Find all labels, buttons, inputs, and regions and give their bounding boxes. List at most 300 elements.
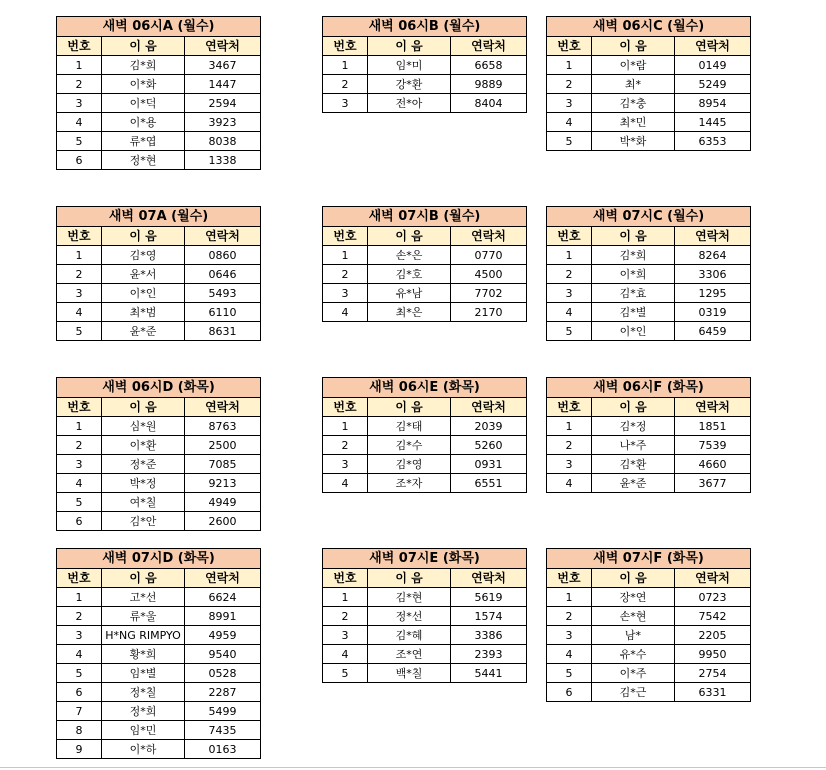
row-number: 7 [57, 702, 102, 721]
class-title: 새벽 07A (월수) [57, 207, 261, 227]
table-row [323, 265, 527, 284]
header-number: 번호 [57, 37, 102, 56]
member-contact: 3923 [185, 113, 261, 132]
member-contact: 4660 [675, 455, 751, 474]
row-number: 4 [57, 303, 102, 322]
member-contact: 4500 [451, 265, 527, 284]
member-contact: 7539 [675, 436, 751, 455]
row-number: 3 [57, 455, 102, 474]
row-number: 2 [57, 607, 102, 626]
table-row [323, 75, 527, 94]
member-contact: 1445 [675, 113, 751, 132]
table-row [57, 284, 261, 303]
table-row [57, 322, 261, 341]
table-row [57, 94, 261, 113]
member-contact: 7702 [451, 284, 527, 303]
row-number: 3 [547, 94, 592, 113]
member-name: 이*인 [592, 322, 675, 341]
member-name: 김*혜 [368, 626, 451, 645]
roster-table [546, 377, 751, 493]
table-row [57, 607, 261, 626]
table-title-row [57, 549, 261, 569]
member-contact: 2393 [451, 645, 527, 664]
row-number: 6 [57, 151, 102, 170]
row-number: 3 [57, 626, 102, 645]
table-row [57, 588, 261, 607]
table-row [57, 702, 261, 721]
member-name: 이*주 [592, 664, 675, 683]
member-name: 유*수 [592, 645, 675, 664]
row-number: 4 [323, 474, 368, 493]
row-number: 2 [547, 75, 592, 94]
table-title-row [547, 17, 751, 37]
table-row [57, 417, 261, 436]
row-number: 4 [547, 303, 592, 322]
header-contact: 연락처 [675, 398, 751, 417]
member-name: 손*현 [592, 607, 675, 626]
row-number: 5 [57, 322, 102, 341]
row-number: 3 [547, 455, 592, 474]
table-row [57, 664, 261, 683]
table-title-row [323, 549, 527, 569]
class-title: 새벽 06시D (화목) [57, 378, 261, 398]
member-contact: 6331 [675, 683, 751, 702]
table-row [57, 740, 261, 759]
table-row [57, 436, 261, 455]
member-name: 심*원 [102, 417, 185, 436]
member-contact: 9540 [185, 645, 261, 664]
member-contact: 4949 [185, 493, 261, 512]
table-row [547, 417, 751, 436]
table-row [547, 322, 751, 341]
member-name: 류*울 [102, 607, 185, 626]
table-row [57, 645, 261, 664]
member-contact: 2039 [451, 417, 527, 436]
member-name: 김*환 [592, 455, 675, 474]
member-name: 윤*준 [592, 474, 675, 493]
header-name: 이 음 [368, 569, 451, 588]
member-name: 김*수 [368, 436, 451, 455]
table-header-row [547, 227, 751, 246]
member-contact: 1295 [675, 284, 751, 303]
row-number: 1 [57, 417, 102, 436]
member-contact: 1447 [185, 75, 261, 94]
row-number: 1 [323, 56, 368, 75]
row-number: 1 [547, 246, 592, 265]
member-contact: 4959 [185, 626, 261, 645]
table-row [57, 721, 261, 740]
member-contact: 5260 [451, 436, 527, 455]
row-number: 1 [323, 588, 368, 607]
member-contact: 2600 [185, 512, 261, 531]
table-row [547, 436, 751, 455]
member-contact: 0646 [185, 265, 261, 284]
class-title: 새벽 07시D (화목) [57, 549, 261, 569]
member-contact: 7542 [675, 607, 751, 626]
member-name: 김*현 [368, 588, 451, 607]
table-row [323, 56, 527, 75]
table-title-row [57, 17, 261, 37]
member-contact: 8991 [185, 607, 261, 626]
header-number: 번호 [547, 37, 592, 56]
table-header-row [57, 227, 261, 246]
member-name: 여*칠 [102, 493, 185, 512]
member-name: 고*선 [102, 588, 185, 607]
member-contact: 1851 [675, 417, 751, 436]
member-name: 김*영 [368, 455, 451, 474]
member-contact: 0149 [675, 56, 751, 75]
member-name: 남* [592, 626, 675, 645]
table-row [547, 132, 751, 151]
header-contact: 연락처 [185, 398, 261, 417]
table-row [57, 455, 261, 474]
header-contact: 연락처 [451, 227, 527, 246]
member-contact: 0319 [675, 303, 751, 322]
row-number: 2 [57, 265, 102, 284]
table-row [547, 303, 751, 322]
header-number: 번호 [323, 398, 368, 417]
row-number: 2 [323, 75, 368, 94]
table-header-row [323, 398, 527, 417]
member-name: 윤*서 [102, 265, 185, 284]
table-row [323, 455, 527, 474]
member-contact: 8264 [675, 246, 751, 265]
member-contact: 6353 [675, 132, 751, 151]
member-contact: 5441 [451, 664, 527, 683]
member-name: 김*호 [368, 265, 451, 284]
class-title: 새벽 07시F (화목) [547, 549, 751, 569]
table-row [57, 493, 261, 512]
header-name: 이 음 [102, 569, 185, 588]
row-number: 4 [57, 474, 102, 493]
table-header-row [547, 398, 751, 417]
row-number: 4 [547, 113, 592, 132]
member-name: 이*용 [102, 113, 185, 132]
member-name: 김*영 [102, 246, 185, 265]
header-contact: 연락처 [451, 398, 527, 417]
row-number: 6 [547, 683, 592, 702]
row-number: 2 [323, 265, 368, 284]
member-contact: 0770 [451, 246, 527, 265]
row-number: 8 [57, 721, 102, 740]
class-title: 새벽 06시A (월수) [57, 17, 261, 37]
member-name: 김*안 [102, 512, 185, 531]
table-row [323, 607, 527, 626]
header-number: 번호 [323, 37, 368, 56]
header-name: 이 음 [368, 227, 451, 246]
table-row [547, 588, 751, 607]
member-name: 정*선 [368, 607, 451, 626]
member-name: 김*희 [102, 56, 185, 75]
table-row [547, 664, 751, 683]
row-number: 2 [547, 436, 592, 455]
header-number: 번호 [323, 569, 368, 588]
table-row [57, 75, 261, 94]
member-name: 최* [592, 75, 675, 94]
class-title: 새벽 07시E (화목) [323, 549, 527, 569]
table-row [547, 607, 751, 626]
row-number: 2 [547, 607, 592, 626]
member-name: 박*화 [592, 132, 675, 151]
class-title: 새벽 06시B (월수) [323, 17, 527, 37]
roster-table [546, 206, 751, 341]
roster-table [546, 16, 751, 151]
member-name: 이*인 [102, 284, 185, 303]
row-number: 3 [57, 94, 102, 113]
member-name: 김*근 [592, 683, 675, 702]
table-header-row [323, 569, 527, 588]
header-name: 이 음 [102, 398, 185, 417]
member-name: H*NG RIMPYO [102, 626, 185, 645]
table-row [57, 626, 261, 645]
member-name: 최*범 [102, 303, 185, 322]
class-title: 새벽 07시B (월수) [323, 207, 527, 227]
member-contact: 0860 [185, 246, 261, 265]
member-name: 나*주 [592, 436, 675, 455]
row-number: 3 [323, 284, 368, 303]
member-contact: 0528 [185, 664, 261, 683]
member-name: 정*칠 [102, 683, 185, 702]
member-contact: 2287 [185, 683, 261, 702]
table-row [57, 132, 261, 151]
row-number: 3 [323, 94, 368, 113]
row-number: 4 [323, 303, 368, 322]
table-row [323, 417, 527, 436]
member-contact: 6658 [451, 56, 527, 75]
table-row [547, 113, 751, 132]
member-name: 김*충 [592, 94, 675, 113]
member-contact: 9889 [451, 75, 527, 94]
table-row [547, 75, 751, 94]
member-name: 박*정 [102, 474, 185, 493]
table-row [57, 512, 261, 531]
row-number: 4 [57, 113, 102, 132]
header-number: 번호 [57, 569, 102, 588]
member-contact: 8404 [451, 94, 527, 113]
table-row [323, 284, 527, 303]
member-contact: 5249 [675, 75, 751, 94]
row-number: 3 [547, 284, 592, 303]
row-number: 5 [57, 493, 102, 512]
member-name: 윤*준 [102, 322, 185, 341]
header-name: 이 음 [102, 227, 185, 246]
roster-table [56, 548, 261, 759]
member-contact: 3467 [185, 56, 261, 75]
header-number: 번호 [323, 227, 368, 246]
class-title: 새벽 07시C (월수) [547, 207, 751, 227]
header-name: 이 음 [368, 398, 451, 417]
member-name: 김*별 [592, 303, 675, 322]
member-contact: 7085 [185, 455, 261, 474]
table-row [323, 664, 527, 683]
header-number: 번호 [547, 227, 592, 246]
member-contact: 9213 [185, 474, 261, 493]
member-contact: 0723 [675, 588, 751, 607]
roster-table [56, 377, 261, 531]
member-name: 김*태 [368, 417, 451, 436]
header-number: 번호 [57, 227, 102, 246]
table-title-row [57, 378, 261, 398]
member-name: 이*덕 [102, 94, 185, 113]
row-number: 4 [547, 645, 592, 664]
roster-table [322, 206, 527, 322]
member-contact: 0931 [451, 455, 527, 474]
member-name: 전*아 [368, 94, 451, 113]
member-name: 이*환 [102, 436, 185, 455]
header-contact: 연락처 [185, 37, 261, 56]
table-row [57, 265, 261, 284]
member-contact: 6459 [675, 322, 751, 341]
member-contact: 1338 [185, 151, 261, 170]
row-number: 2 [547, 265, 592, 284]
row-number: 2 [323, 436, 368, 455]
member-name: 김*희 [592, 246, 675, 265]
header-contact: 연락처 [451, 37, 527, 56]
member-contact: 7435 [185, 721, 261, 740]
member-name: 이*화 [102, 75, 185, 94]
member-name: 장*연 [592, 588, 675, 607]
table-row [547, 265, 751, 284]
table-header-row [323, 37, 527, 56]
row-number: 5 [547, 322, 592, 341]
table-row [547, 246, 751, 265]
member-contact: 3306 [675, 265, 751, 284]
row-number: 5 [547, 132, 592, 151]
table-row [323, 626, 527, 645]
table-row [323, 436, 527, 455]
member-name: 이*하 [102, 740, 185, 759]
table-header-row [57, 569, 261, 588]
roster-table [322, 16, 527, 113]
header-name: 이 음 [368, 37, 451, 56]
member-name: 김*효 [592, 284, 675, 303]
roster-table [56, 206, 261, 341]
header-contact: 연락처 [675, 569, 751, 588]
row-number: 3 [57, 284, 102, 303]
member-contact: 2594 [185, 94, 261, 113]
member-contact: 2205 [675, 626, 751, 645]
table-row [57, 303, 261, 322]
row-number: 1 [547, 417, 592, 436]
row-number: 1 [57, 246, 102, 265]
member-name: 김*정 [592, 417, 675, 436]
row-number: 4 [57, 645, 102, 664]
row-number: 1 [323, 246, 368, 265]
member-name: 최*민 [592, 113, 675, 132]
member-name: 손*은 [368, 246, 451, 265]
member-contact: 5499 [185, 702, 261, 721]
table-row [547, 94, 751, 113]
table-row [547, 645, 751, 664]
table-title-row [547, 378, 751, 398]
class-title: 새벽 06시E (화목) [323, 378, 527, 398]
table-header-row [57, 398, 261, 417]
row-number: 1 [547, 56, 592, 75]
table-row [547, 284, 751, 303]
table-header-row [323, 227, 527, 246]
member-name: 류*엽 [102, 132, 185, 151]
row-number: 3 [547, 626, 592, 645]
table-row [547, 455, 751, 474]
sheet-divider [0, 767, 826, 768]
header-name: 이 음 [102, 37, 185, 56]
member-contact: 8038 [185, 132, 261, 151]
roster-table [546, 548, 751, 702]
roster-table [322, 377, 527, 493]
member-contact: 8763 [185, 417, 261, 436]
member-name: 임*미 [368, 56, 451, 75]
row-number: 4 [323, 645, 368, 664]
table-row [547, 626, 751, 645]
row-number: 6 [57, 512, 102, 531]
header-contact: 연락처 [675, 37, 751, 56]
row-number: 2 [57, 75, 102, 94]
table-title-row [323, 207, 527, 227]
member-contact: 2754 [675, 664, 751, 683]
header-number: 번호 [57, 398, 102, 417]
member-contact: 5619 [451, 588, 527, 607]
roster-table [56, 16, 261, 170]
roster-table [322, 548, 527, 683]
member-contact: 3677 [675, 474, 751, 493]
member-name: 유*남 [368, 284, 451, 303]
member-name: 임*별 [102, 664, 185, 683]
row-number: 6 [57, 683, 102, 702]
row-number: 1 [57, 56, 102, 75]
row-number: 5 [57, 132, 102, 151]
table-row [323, 303, 527, 322]
table-header-row [547, 569, 751, 588]
member-contact: 0163 [185, 740, 261, 759]
member-name: 정*현 [102, 151, 185, 170]
member-name: 이*람 [592, 56, 675, 75]
member-contact: 8631 [185, 322, 261, 341]
class-title: 새벽 06시F (화목) [547, 378, 751, 398]
table-title-row [547, 549, 751, 569]
member-contact: 6624 [185, 588, 261, 607]
member-name: 황*희 [102, 645, 185, 664]
member-name: 임*민 [102, 721, 185, 740]
table-row [323, 645, 527, 664]
table-title-row [323, 17, 527, 37]
member-name: 정*희 [102, 702, 185, 721]
table-row [323, 588, 527, 607]
member-name: 정*준 [102, 455, 185, 474]
member-name: 조*자 [368, 474, 451, 493]
member-name: 백*칠 [368, 664, 451, 683]
member-contact: 9950 [675, 645, 751, 664]
row-number: 5 [57, 664, 102, 683]
member-contact: 1574 [451, 607, 527, 626]
header-name: 이 음 [592, 569, 675, 588]
member-contact: 6551 [451, 474, 527, 493]
member-contact: 2500 [185, 436, 261, 455]
row-number: 2 [323, 607, 368, 626]
header-contact: 연락처 [675, 227, 751, 246]
member-name: 최*은 [368, 303, 451, 322]
row-number: 1 [323, 417, 368, 436]
table-row [547, 474, 751, 493]
header-name: 이 음 [592, 37, 675, 56]
row-number: 5 [547, 664, 592, 683]
member-contact: 2170 [451, 303, 527, 322]
member-contact: 6110 [185, 303, 261, 322]
row-number: 1 [547, 588, 592, 607]
table-header-row [547, 37, 751, 56]
header-name: 이 음 [592, 398, 675, 417]
table-row [323, 474, 527, 493]
table-row [547, 56, 751, 75]
